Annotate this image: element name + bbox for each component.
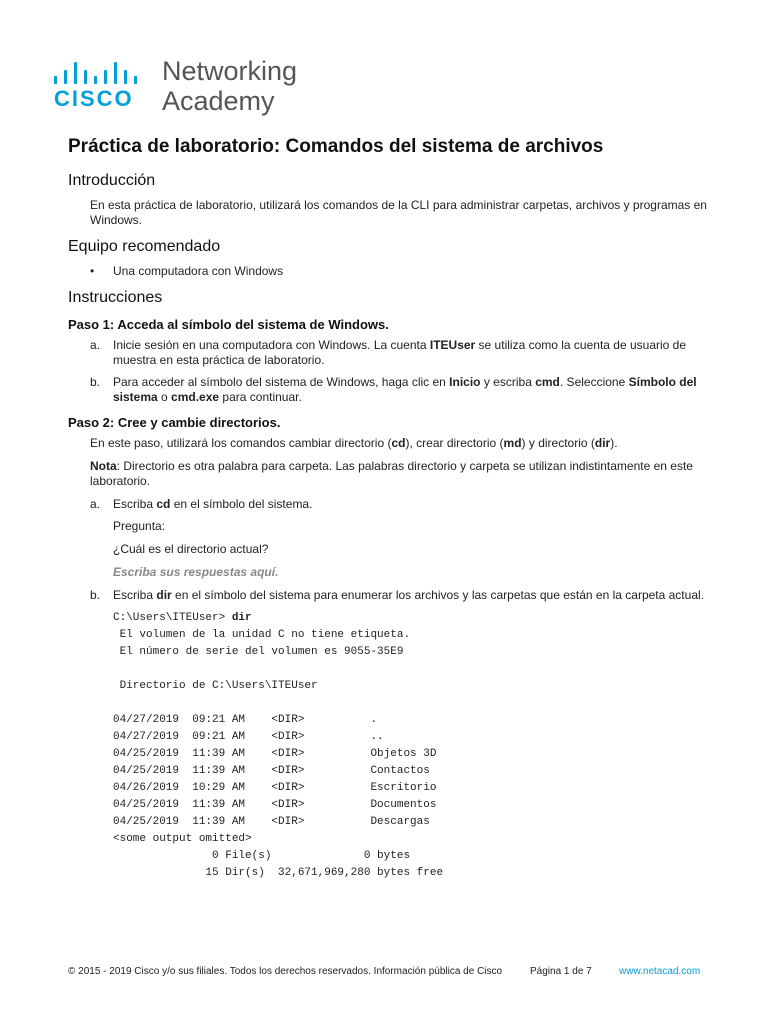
text-run-bold: cd <box>156 497 171 511</box>
text-run: ) y directorio ( <box>521 436 595 450</box>
step1-list <box>68 338 708 405</box>
list-item <box>68 588 708 603</box>
text-run: Inicie sesión en una computadora con Windows. La cuenta <box>113 338 430 352</box>
list-marker: a. <box>90 338 101 352</box>
list-marker: b. <box>90 588 101 602</box>
question-text: ¿Cuál es el directorio actual? <box>113 542 269 556</box>
cisco-bars-icon <box>54 62 150 84</box>
text-run: en el símbolo del sistema para enumerar los archivos y las carpetas que están en la carpeta actual. <box>171 588 704 602</box>
note-label: Nota <box>90 459 117 473</box>
logo-networking-text: Networking <box>162 56 298 86</box>
equipment-heading: Equipo recomendado <box>68 238 221 255</box>
instructions-heading: Instrucciones <box>68 289 163 306</box>
text-run: para continuar. <box>219 390 302 404</box>
text-run-bold: cd <box>391 436 406 450</box>
text-run: Para acceder al símbolo del sistema de Windows, haga clic en <box>113 375 450 389</box>
footer-copyright: © 2015 - 2019 Cisco y/o sus filiales. Todos los derechos reservados. Información pública de Cisco <box>68 966 503 977</box>
text-run: o <box>157 390 172 404</box>
text-run: ), crear directorio ( <box>405 436 504 450</box>
cisco-wordmark: CISCO <box>54 86 134 111</box>
document-title: Práctica de laboratorio: Comandos del sistema de archivos <box>68 136 604 157</box>
text-run: : Directorio es otra palabra para carpeta. Las palabras directorio y carpeta se utilizan indistintamente en este laboratorio. <box>90 459 693 488</box>
text-run: En este paso, utilizará los comandos cambiar directorio ( <box>90 436 392 450</box>
intro-heading: Introducción <box>68 172 156 189</box>
step2-heading: Paso 2: Cree y cambie directorios. <box>68 415 281 430</box>
text-run-bold: cmd <box>535 375 560 389</box>
logo-academy-text: Academy <box>162 86 275 116</box>
answer-placeholder[interactable]: Escriba sus respuestas aquí. <box>113 565 279 579</box>
text-run: . Seleccione <box>559 375 629 389</box>
list-item <box>68 375 708 405</box>
text-run: ). <box>610 436 618 450</box>
text-run-bold: ITEUser <box>429 338 476 352</box>
command-text: dir <box>231 612 252 624</box>
list-item <box>68 338 708 368</box>
text-run: Escriba <box>113 588 157 602</box>
step1-heading: Paso 1: Acceda al símbolo del sistema de Windows. <box>68 317 389 332</box>
text-run-bold: md <box>503 436 522 450</box>
text-run-bold: dir <box>156 588 172 602</box>
footer-page-number: Página 1 de 7 <box>530 966 592 977</box>
list-marker: b. <box>90 375 101 389</box>
bullet-icon: • <box>90 264 95 278</box>
list-item <box>68 264 708 279</box>
command-output: El volumen de la unidad C no tiene etiqueta. El número de serie del volumen es 9055-35E9 Directorio de C:\Users\ITEUser 04/27/2019 09:21 AM <DIR> . 04/27/2019 09:21 AM <DIR> .. 04/25/2019 11:39 AM <DIR> Objetos 3D 04/25/2019 11:39 AM <DIR> Contactos 04/26/2019 10:29 AM <DIR> Escritorio 04/25/2019 11:39 AM <DIR> Documentos 04/25/2019 11:39 AM <DIR> Descargas <some output omitted> 0 File(s) 0 bytes 15 Dir(s) 32,671,969,280 bytes free <box>113 629 444 879</box>
text-run-bold: Inicio <box>449 375 481 389</box>
step2b-list <box>68 588 708 603</box>
note-paragraph <box>90 459 708 489</box>
equipment-item-text: Una computadora con Windows <box>113 264 284 278</box>
text-run: y escriba <box>480 375 536 389</box>
text-run-bold: cmd.exe <box>171 390 220 404</box>
text-run-bold: Símbolo del sistema <box>113 375 697 404</box>
equipment-list <box>68 264 708 279</box>
intro-paragraph: En esta práctica de laboratorio, utilizará los comandos de la CLI para administrar carpetas, archivos y programas en Windows. <box>90 198 707 227</box>
list-item <box>68 497 708 512</box>
command-output-block <box>113 610 708 882</box>
step2-list <box>68 497 708 512</box>
cisco-networking-academy-logo <box>54 56 304 116</box>
footer-website-link[interactable]: www.netacad.com <box>619 966 701 977</box>
list-marker: a. <box>90 497 101 511</box>
text-run: en el símbolo del sistema. <box>170 497 313 511</box>
text-run: Escriba <box>113 497 157 511</box>
step2-intro <box>90 436 708 451</box>
question-label: Pregunta: <box>113 519 166 533</box>
document-body <box>68 136 708 882</box>
text-run-bold: dir <box>594 436 611 450</box>
command-prompt: C:\Users\ITEUser> <box>113 612 232 624</box>
text-run: se utiliza como la cuenta de usuario de muestra en esta práctica de laboratorio. <box>113 338 687 367</box>
